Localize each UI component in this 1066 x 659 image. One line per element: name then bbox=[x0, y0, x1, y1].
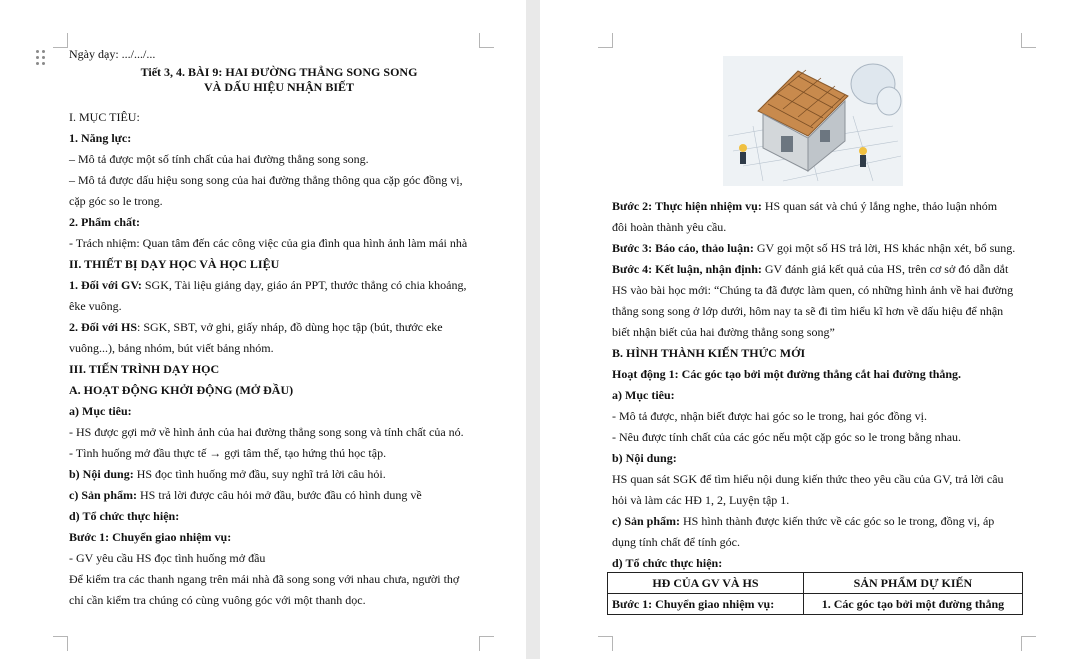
text-line: HS vào bài học mới: “Chúng ta đã được làm quen, có những hình ảnh về hai đường bbox=[612, 283, 1014, 297]
section-heading: a) Mục tiêu: bbox=[612, 388, 675, 402]
inline-text: SGK, Tài liệu giảng dạy, giáo án PPT, thước thẳng có chia khoảng, bbox=[141, 278, 467, 292]
activity-table bbox=[607, 572, 1023, 615]
text-line bbox=[69, 464, 489, 485]
corner-mark bbox=[1021, 33, 1036, 48]
text-line: - HS được gợi mở về hình ảnh của hai đường thẳng song song và tính chất của nó. bbox=[69, 425, 464, 439]
text-line: cặp góc so le trong. bbox=[69, 194, 163, 208]
text-line bbox=[69, 275, 489, 296]
text-line: vuông...), bảng nhóm, bút viết bảng nhóm. bbox=[69, 341, 274, 355]
inline-text: GV gọi một số HS trả lời, HS khác nhận xét, bổ sung. bbox=[753, 241, 1016, 255]
corner-mark bbox=[598, 636, 613, 651]
inline-text: HS đọc tình huống mở đầu, suy nghĩ trả lời câu hỏi. bbox=[133, 467, 386, 481]
section-heading: Bước 1: Chuyển giao nhiệm vụ: bbox=[69, 530, 232, 544]
corner-mark bbox=[53, 33, 68, 48]
table-header: HĐ CỦA GV VÀ HS bbox=[608, 573, 804, 594]
text-line: Ngày dạy: .../.../... bbox=[69, 47, 156, 61]
inline-text: HS trả lời được câu hỏi mở đầu, bước đầu có hình dung về bbox=[137, 488, 422, 502]
section-heading: b) Nội dung: bbox=[612, 451, 677, 465]
section-heading: A. HOẠT ĐỘNG KHỞI ĐỘNG (MỞ ĐẦU) bbox=[69, 383, 294, 397]
corner-mark bbox=[479, 636, 494, 651]
section-heading: 1. Năng lực: bbox=[69, 131, 132, 145]
paragraph-gap bbox=[69, 95, 489, 107]
corner-mark bbox=[53, 636, 68, 651]
drag-handle-icon[interactable] bbox=[36, 50, 46, 66]
section-heading: B. HÌNH THÀNH KIẾN THỨC MỚI bbox=[612, 346, 806, 360]
table-row bbox=[608, 594, 1023, 615]
text-line: – Mô tả được dấu hiệu song song của hai đường thẳng thông qua cặp góc đồng vị, bbox=[69, 173, 463, 187]
text-line bbox=[612, 259, 1032, 280]
table-cell: Bước 1: Chuyển giao nhiệm vụ: bbox=[608, 594, 804, 615]
text-line: - Mô tả được, nhận biết được hai góc so le trong, hai góc đồng vị. bbox=[612, 409, 927, 423]
text-line: chỉ cần kiểm tra chúng có cùng vuông góc với một thanh dọc. bbox=[69, 593, 366, 607]
left-page-text bbox=[69, 44, 489, 611]
text-line: đôi hoàn thành yêu cầu. bbox=[612, 220, 727, 234]
lesson-title: Tiết 3, 4. BÀI 9: HAI ĐƯỜNG THẲNG SONG SONG bbox=[140, 65, 418, 79]
text-line: - Nêu được tính chất của các góc nếu một cặp góc so le trong bằng nhau. bbox=[612, 430, 962, 444]
text-line: êke vuông. bbox=[69, 299, 122, 313]
table-cell: 1. Các góc tạo bởi một đường thẳng bbox=[803, 594, 1022, 615]
corner-mark bbox=[1021, 636, 1036, 651]
inline-label: c) Sản phẩm: bbox=[69, 488, 138, 502]
inline-label: 2. Đối với HS bbox=[69, 320, 137, 334]
text-line: I. MỤC TIÊU: bbox=[69, 110, 140, 124]
text-line: dụng tính chất để tính góc. bbox=[612, 535, 740, 549]
inline-label: 1. Đối với GV: bbox=[69, 278, 142, 292]
inline-text: : SGK, SBT, vở ghi, giấy nháp, đồ dùng học tập (bút, thước eke bbox=[137, 320, 443, 334]
text-line: Để kiểm tra các thanh ngang trên mái nhà đã song song với nhau chưa, người thợ bbox=[69, 572, 460, 586]
text-line: hỏi và làm các HĐ 1, 2, Luyện tập 1. bbox=[612, 493, 790, 507]
table-header-row bbox=[608, 573, 1023, 594]
text-line bbox=[612, 238, 1032, 259]
text-line: - Tình huống mở đầu thực tế → gợi tâm thế, tạo hứng thú học tập. bbox=[69, 446, 387, 460]
inline-label: Bước 3: Báo cáo, thảo luận: bbox=[612, 241, 754, 255]
inline-label: Bước 2: Thực hiện nhiệm vụ: bbox=[612, 199, 762, 213]
right-page-text bbox=[612, 196, 1032, 574]
inline-text: GV đánh giá kết quả của HS, trên cơ sở đó dẫn dắt bbox=[761, 262, 1009, 276]
text-line: - Trách nhiệm: Quan tâm đến các công việc của gia đình qua hình ảnh làm mái nhà bbox=[69, 236, 468, 250]
text-line: – Mô tả được một số tính chất của hai đường thẳng song song. bbox=[69, 152, 369, 166]
text-line: biết nhận biết của hai đường thẳng song song” bbox=[612, 325, 835, 339]
section-heading: II. THIẾT BỊ DẠY HỌC VÀ HỌC LIỆU bbox=[69, 257, 280, 271]
text-line bbox=[69, 317, 489, 338]
inline-label: Bước 4: Kết luận, nhận định: bbox=[612, 262, 762, 276]
inline-text: HS hình thành được kiến thức về các góc so le trong, đồng vị, áp bbox=[680, 514, 995, 528]
lesson-title: VÀ DẤU HIỆU NHẬN BIẾT bbox=[203, 80, 355, 94]
inline-label: b) Nội dung: bbox=[69, 467, 134, 481]
section-heading: d) Tổ chức thực hiện: bbox=[612, 556, 723, 570]
section-heading: Hoạt động 1: Các góc tạo bởi một đường thẳng cắt hai đường thẳng. bbox=[612, 367, 962, 381]
section-heading: III. TIẾN TRÌNH DẠY HỌC bbox=[69, 362, 220, 376]
inline-label: c) Sản phẩm: bbox=[612, 514, 681, 528]
left-page bbox=[0, 0, 526, 659]
corner-mark bbox=[598, 33, 613, 48]
text-line bbox=[612, 196, 1032, 217]
table-header: SẢN PHẨM DỰ KIẾN bbox=[803, 573, 1022, 594]
section-heading: d) Tổ chức thực hiện: bbox=[69, 509, 180, 523]
text-line: - GV yêu cầu HS đọc tình huống mở đầu bbox=[69, 551, 266, 565]
section-heading: 2. Phẩm chất: bbox=[69, 215, 140, 229]
right-page bbox=[540, 0, 1066, 659]
text-line: HS quan sát SGK để tìm hiểu nội dung kiến thức theo yêu cầu của GV, trả lời câu bbox=[612, 472, 1004, 486]
text-line bbox=[612, 511, 1032, 532]
section-heading: a) Mục tiêu: bbox=[69, 404, 132, 418]
inline-text: HS quan sát và chú ý lắng nghe, thảo luận nhóm bbox=[761, 199, 998, 213]
text-line: thẳng song song ở lớp dưới, hôm nay ta sẽ đi tìm hiểu kĩ hơn về dấu hiệu để nhận bbox=[612, 304, 1004, 318]
house-construction-illustration bbox=[723, 56, 903, 186]
text-line bbox=[69, 485, 489, 506]
